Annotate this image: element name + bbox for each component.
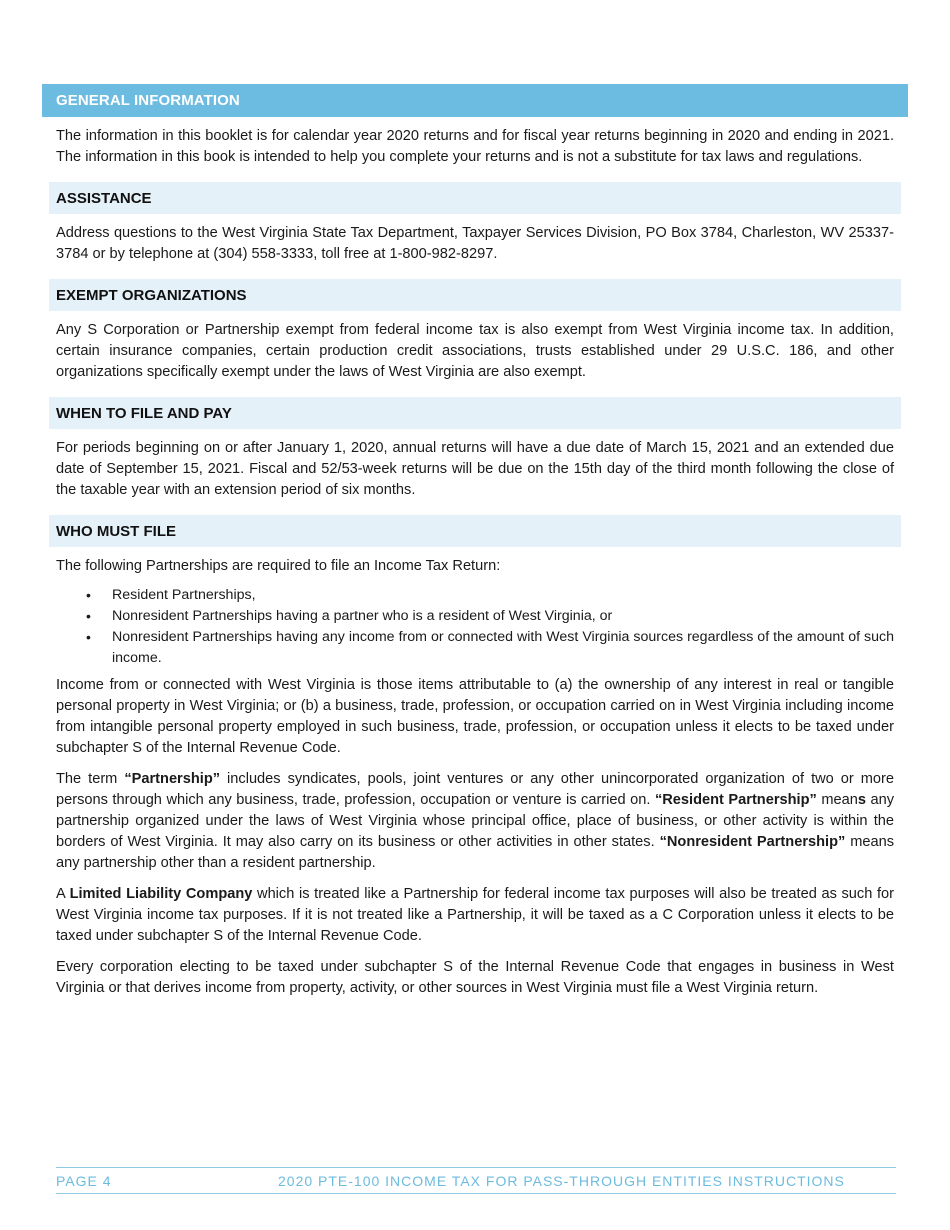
bullet-icon: •	[86, 629, 91, 645]
footer-title: 2020 PTE-100 INCOME TAX FOR PASS-THROUGH ENTITIES INSTRUCTIONS	[278, 1173, 845, 1189]
when-to-file-paragraph: For periods beginning on or after January 1, 2020, annual returns will have a due date of March 15, 2021 and an extended due date of September 15, 2021. Fiscal and 52/53-week returns will be due on the 15th day of the third month following the close of the taxable year with an extension period of six months.	[56, 440, 894, 498]
term-partnership: “Partnership”	[124, 771, 221, 787]
assistance-heading-text: ASSISTANCE	[56, 189, 152, 207]
list-item	[56, 606, 894, 627]
llc-paragraph	[56, 884, 894, 947]
exempt-organizations-paragraph: Any S Corporation or Partnership exempt from federal income tax is also exempt from West Virginia income tax. In addition, certain insurance companies, certain production credit associations, trusts established under 29 U.S.C. 186, and other organizations specifically exempt under the laws of West Virginia are also exempt.	[56, 322, 894, 380]
term-bold-s: s	[857, 792, 866, 808]
term-resident-partnership: “Resident Partnership”	[654, 792, 817, 808]
term-text-1: The term	[56, 771, 125, 787]
list-item-text: Nonresident Partnerships having any income from or connected with West Virginia sources regardless of the amount of such income.	[112, 629, 894, 666]
partnership-list	[56, 585, 894, 669]
bullet-icon: •	[86, 587, 91, 603]
when-to-file-heading	[49, 397, 901, 429]
llc-term: Limited Liability Company	[69, 886, 253, 902]
who-must-file-heading-text: WHO MUST FILE	[56, 522, 176, 540]
general-information-header	[42, 84, 908, 117]
income-connected-paragraph: Income from or connected with West Virginia is those items attributable to (a) the ownership of any interest in real or tangible personal property in West Virginia; or (b) a business, trade, profession, or occupation carried on in West Virginia including income from intangible personal property employed in such business, trade, profession, or occupation unless it elects to be taxed under subchapter S of the Internal Revenue Code.	[56, 677, 894, 756]
term-text-2: includes syndicates, pools, joint ventures or any other unincorporated organization of two or more persons through which any business, trade, profession, occupation or venture is carried on.	[56, 771, 895, 808]
term-text-3: mean	[816, 792, 858, 808]
list-item	[56, 627, 894, 669]
assistance-heading	[49, 182, 901, 214]
who-must-file-intro: The following Partnerships are required to file an Income Tax Return:	[56, 558, 501, 574]
llc-text-2: which is treated like a Partnership for federal income tax purposes will also be treated as such for West Virginia income tax purposes. If it is not treated like a Partnership, it will be taxed as a C Corporation unless it elects to be taxed under subchapter S of the Internal Revenue Code.	[56, 886, 895, 944]
document-body	[56, 126, 894, 1009]
list-item-text: Resident Partnerships,	[112, 587, 256, 603]
page-number: PAGE 4	[56, 1173, 112, 1189]
partnership-term-paragraph	[56, 769, 894, 874]
when-to-file-heading-text: WHEN TO FILE AND PAY	[56, 404, 232, 422]
intro-paragraph: The information in this booklet is for calendar year 2020 returns and for fiscal year returns beginning in 2020 and ending in 2021. The information in this book is intended to help you complete your returns and is not a substitute for tax laws and regulations.	[56, 128, 894, 165]
who-must-file-heading	[49, 515, 901, 547]
page-footer	[56, 1167, 896, 1194]
term-text-4: any partnership organized under the laws of West Virginia whose principal office, place of business, or other activity is within the borders of West Virginia. It may also carry on its business or other activities in other states.	[56, 792, 895, 850]
bullet-icon: •	[86, 608, 91, 624]
exempt-organizations-heading-text: EXEMPT ORGANIZATIONS	[56, 286, 247, 304]
exempt-organizations-heading	[49, 279, 901, 311]
list-item	[56, 585, 894, 606]
term-text-5: means any partnership other than a resident partnership.	[56, 834, 895, 871]
assistance-paragraph: Address questions to the West Virginia State Tax Department, Taxpayer Services Division, PO Box 3784, Charleston, WV 25337-3784 or by telephone at (304) 558-3333, toll free at 1-800-982-8297.	[56, 225, 894, 262]
term-nonresident-partnership: “Nonresident Partnership”	[659, 834, 846, 850]
llc-text-1: A	[56, 886, 70, 902]
general-information-title: GENERAL INFORMATION	[56, 92, 240, 109]
list-item-text: Nonresident Partnerships having a partner who is a resident of West Virginia, or	[112, 608, 613, 624]
every-corporation-paragraph: Every corporation electing to be taxed under subchapter S of the Internal Revenue Code that engages in business in West Virginia or that derives income from property, activity, or other sources in West Virginia must file a West Virginia return.	[56, 959, 894, 996]
